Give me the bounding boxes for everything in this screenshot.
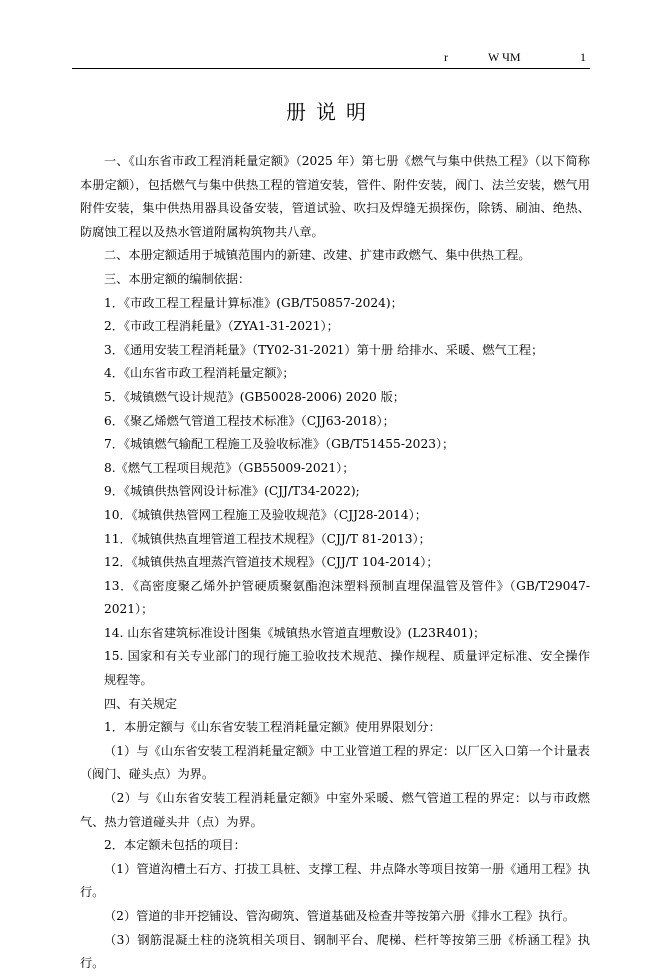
page-number: 1 xyxy=(580,50,586,64)
basis-item-1: 1．《市政工程工程量计算标准》(GB/T50857-2024)； xyxy=(104,295,403,310)
rule-2-item-3: （3）钢筋混凝土柱的浇筑相关项目、钢制平台、爬梯、栏杆等按第三册《桥涵工程》执行。 xyxy=(80,932,590,971)
paragraph-applicability: 二、本册定额适用于城镇范围内的新建、改建、扩建市政燃气、集中供热工程。 xyxy=(104,248,531,263)
rule-2-heading: 2．本定额未包括的项目： xyxy=(104,838,246,853)
basis-item-2: 2．《市政工程消耗量》（ZYA1-31-2021）； xyxy=(104,319,339,334)
basis-item-14: 14. 山东省建筑标准设计图集《城镇热水管道直埋敷设》(L23R401)； xyxy=(104,625,486,640)
paragraph-rules-heading: 四、有关规定 xyxy=(104,696,178,711)
basis-item-6: 6．《聚乙烯燃气管道工程技术标准》（CJJ63-2018）； xyxy=(104,413,395,428)
basis-item-10: 10．《城镇供热管网工程施工及验收规范》（CJJ28-2014）； xyxy=(104,507,427,522)
rule-1-item-1: （1）与《山东省安装工程消耗量定额》中工业管道工程的界定：以厂区入口第一个计量表（阀门、碰头点）为界。 xyxy=(80,743,590,782)
rule-2-item-2: （2）管道的非开挖铺设、管沟砌筑、管道基础及检查井等按第六册《排水工程》执行。 xyxy=(104,909,575,923)
page-title: 册说明 xyxy=(286,100,376,124)
rule-2-item-1: （1）管道沟槽土石方、打拔工具桩、支撑工程、井点降水等项目按第一册《通用工程》执行。 xyxy=(80,861,590,900)
rule-1-item-2: （2）与《山东省安装工程消耗量定额》中室外采暖、燃气管道工程的界定：以与市政燃气、热力管道碰头井（点）为界。 xyxy=(80,791,590,829)
basis-item-4: 4．《山东省市政工程消耗量定额》； xyxy=(104,366,295,381)
basis-item-13: 13．《高密度聚乙烯外护管硬质聚氨酯泡沫塑料预制直埋保温管及管件》（GB/T29047-2021）； xyxy=(104,578,590,617)
document-body xyxy=(80,150,590,976)
basis-item-7: 7．《城镇燃气输配工程施工及验收标准》（GB/T51455-2023）； xyxy=(104,437,455,452)
rule-1-heading: 1．本册定额与《山东省安装工程消耗量定额》使用界限划分： xyxy=(104,720,441,735)
basis-item-3: 3．《通用安装工程消耗量》（TY02-31-2021）第十册 给排水、采暖、燃气工程； xyxy=(104,342,544,357)
header-middle-text: W ЧM xyxy=(488,50,521,64)
paragraph-basis-heading: 三、本册定额的编制依据： xyxy=(104,271,251,286)
header-left-text: r xyxy=(444,50,448,64)
basis-item-11: 11．《城镇供热直埋管道工程技术规程》（CJJ/T 81-2013）； xyxy=(104,531,431,546)
basis-item-8: 8.《燃气工程项目规范》（GB55009-2021）； xyxy=(104,460,355,475)
basis-item-5: 5．《城镇燃气设计规范》(GB50028-2006) 2020 版； xyxy=(104,389,405,404)
basis-item-15: 15. 国家和有关专业部门的现行施工验收技术规范、操作规程、质量评定标准、安全操作规程等。 xyxy=(104,649,590,688)
basis-item-9: 9．《城镇供热管网设计标准》(CJJ/T34-2022); xyxy=(104,484,360,499)
basis-item-12: 12．《城镇供热直埋蒸汽管道技术规程》（CJJ/T 104-2014）； xyxy=(104,555,439,570)
page-header xyxy=(72,50,590,69)
paragraph-scope: 一、《山东省市政工程消耗量定额》（2025 年）第七册《燃气与集中供热工程》（以下简称本册定额），包括燃气与集中供热工程的管道安装，管件、附件安装，阀门、法兰安装，燃气用附件安装，集中供热用器具设备安装，管道试验、吹扫及焊缝无损探伤，除锈、刷油、绝热、防腐蚀工程以及热水管道附属构筑物共八章。 xyxy=(80,154,590,239)
